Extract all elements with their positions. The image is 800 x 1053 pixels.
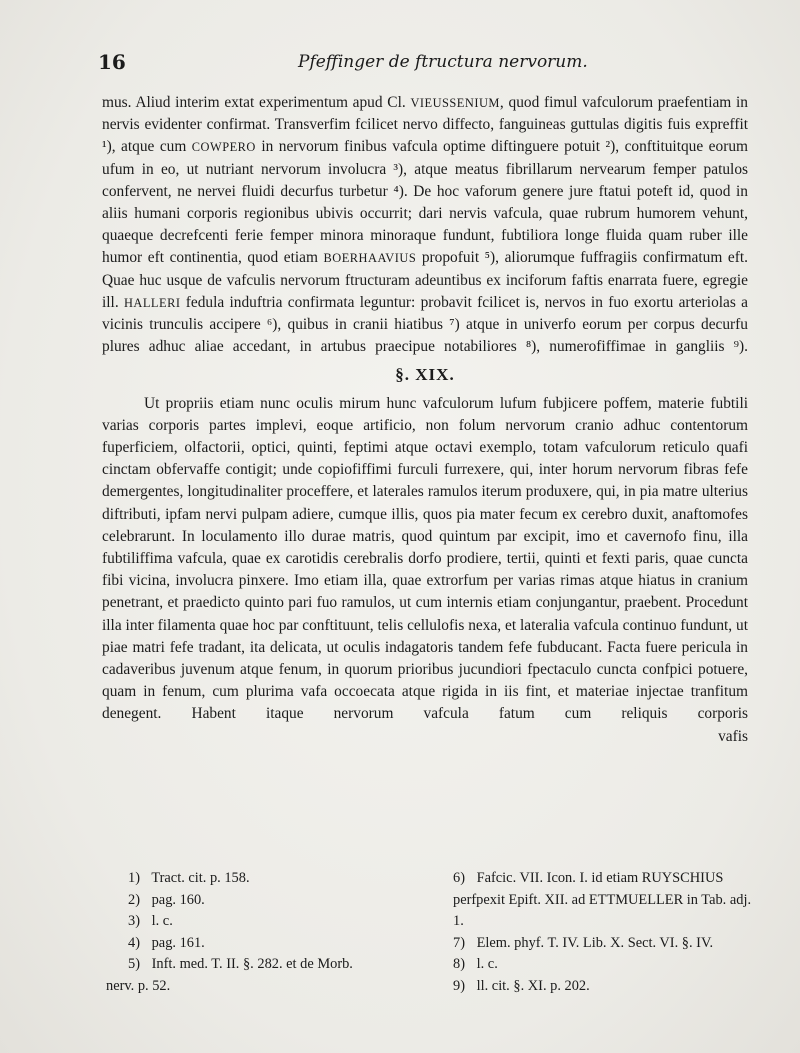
footnote-1: 1) Tract. cit. p. 158. <box>128 870 250 886</box>
footnote-5: 5) Inft. med. T. II. §. 282. et de Morb. nerv. p. 52. <box>128 954 428 997</box>
running-title: Pfeffinger de ftructura nervorum. <box>298 52 588 72</box>
paragraph-2: Ut propriis etiam nunc oculis mirum hunc vafculorum lufum fubjicere poffem, materie fubtili varias corporis partes implevi, eoque artificio, non folum nervorum cranio adhuc contentorum fuperficiem, olfactorii, optici, quinti, feptimi atque octavi exemplo, totam vafculorum reticulo quafi cinctam obfervaffe contigit; unde copiofiffimi furculi furrexere, qui, inter horum nervorum fibras fefe demergentes, longitudinaliter proceffere, et laterales ramulos iterum produxere, qui, in pia matre ulterius diftributi, ipfam nervi pulpam adiere, cumque illis, quos pia mater fecum ex cerebro duxit, anaftomofes celebrarunt. In loculamento illo durae matris, quod quintum par excipit, imo et cavernofo finu, illa fubtiliffima vafcula, quae ex carotidis cerebralis dorfo prodiere, tertii, quinti et fexti paris, quae cuncta fibi vicina, involucra pinxere. Imo etiam illa, quae extrorfum per varias rimas atque hiatus in cranium penetrant, et praedicto quinto pari fuo ramulos, ut cum internis etiam conjungantur, praebent. Procedunt illa inter filamenta quae hoc par conftituunt, telis cellulofis nexa, et lateralia vafcula continuo fundunt, ut piae matri fefe tradant, ita delicata, ut oculis indagatoris tandem fefe fubducant. Facta fuere pericula in cadaveribus juvenum atque fenum, in quorum prioribus jucundiori fpectaculo cuncta confpici potuere, quam in fenum, cum plurima vafa occoecata atque rigida in iis fint, et materiae injectae tranfitum denegent. Habent itaque nervorum vafcula fatum cum reliquis corporis <box>102 394 748 723</box>
main-text <box>102 92 748 748</box>
author-name-boerhaave: BOERHAAVIUS <box>323 251 417 266</box>
paragraph-2-catchword: vafis <box>718 727 748 745</box>
footnote-7: 7) Elem. phyf. T. IV. Lib. X. Sect. VI. §. IV. <box>453 934 714 951</box>
paragraph-1-part-2: , quod fimul vafculorum praefentiam in nervis evidenter confirmat. Transverfim fcilicet nervo diffecto, fanguineas guttulas digitis fuis expreffit ¹), atque cum <box>102 94 748 156</box>
footnotes-right-column <box>453 868 753 997</box>
page-header <box>98 50 748 78</box>
footnote-5-continuation: nerv. p. 52. <box>106 977 171 994</box>
footnote-4: 4) pag. 161. <box>128 934 205 951</box>
footnote-2: 2) pag. 160. <box>128 891 205 908</box>
paragraph-1-part-1: mus. Aliud interim extat experimentum apud Cl. <box>102 94 411 111</box>
page-number: 16 <box>98 50 126 74</box>
footnote-6: 6) Fafcic. VII. Icon. I. id etiam RUYSCHIUS perfpexit Epift. XII. ad ETTMUELLER in Tab. adj. 1. <box>453 870 752 929</box>
paragraph-1-part-4: propofuit ⁵), aliorumque fuffragiis confirmatum eft. Quae huc usque de vafculis nervorum ftructuram adeuntibus ex inciforum faftis enarrata fuere, egregie ill. <box>102 249 748 311</box>
footnote-3: 3) l. c. <box>128 913 173 929</box>
section-heading: §. XIX. <box>395 365 455 385</box>
author-name-cowper: COWPERO <box>191 140 256 155</box>
paragraph-1-part-3: in nervorum finibus vafcula optime diftinguere potuit ²), conftituitque eorum ufum in eo, ut nutriant nervorum involucra ³), atque meatus fibrillarum nervearum femper patulos confervent, ne nervei fluidi decurfus turbetur ⁴). De hoc vaforum genere jure ftatui poteft id, quod in aliis humani corporis regionibus ubivis occurrit; dari nervis vafcula, quae rubrum humorem vehunt, quaeque decrefcenti ferie femper minora minoraque fundunt, fubtiliora longe fluida quam ruber ille humor eft continentia, quod etiam <box>102 138 748 267</box>
author-name-haller: HALLERI <box>123 295 181 310</box>
author-name-vieussens: VIEUSSENIUM <box>410 96 500 110</box>
paragraph-1 <box>102 92 748 358</box>
paragraph-1-part-5: fedula induftria confirmata leguntur: probavit fcilicet is, nervos in fuo exortu arteriolas a vicinis trunculis accipere ⁶), quibus in cranii hiatibus ⁷) atque in univerfo eorum per corpus decurfu plures adhuc aliae accedant, in artubus praecipue notabiliores ⁸), numerofiffimae in gangliis ⁹). <box>102 293 748 356</box>
footnote-9: 9) ll. cit. §. XI. p. 202. <box>453 977 590 994</box>
footnote-8: 8) l. c. <box>453 956 498 972</box>
footnotes-left-column <box>106 868 428 997</box>
